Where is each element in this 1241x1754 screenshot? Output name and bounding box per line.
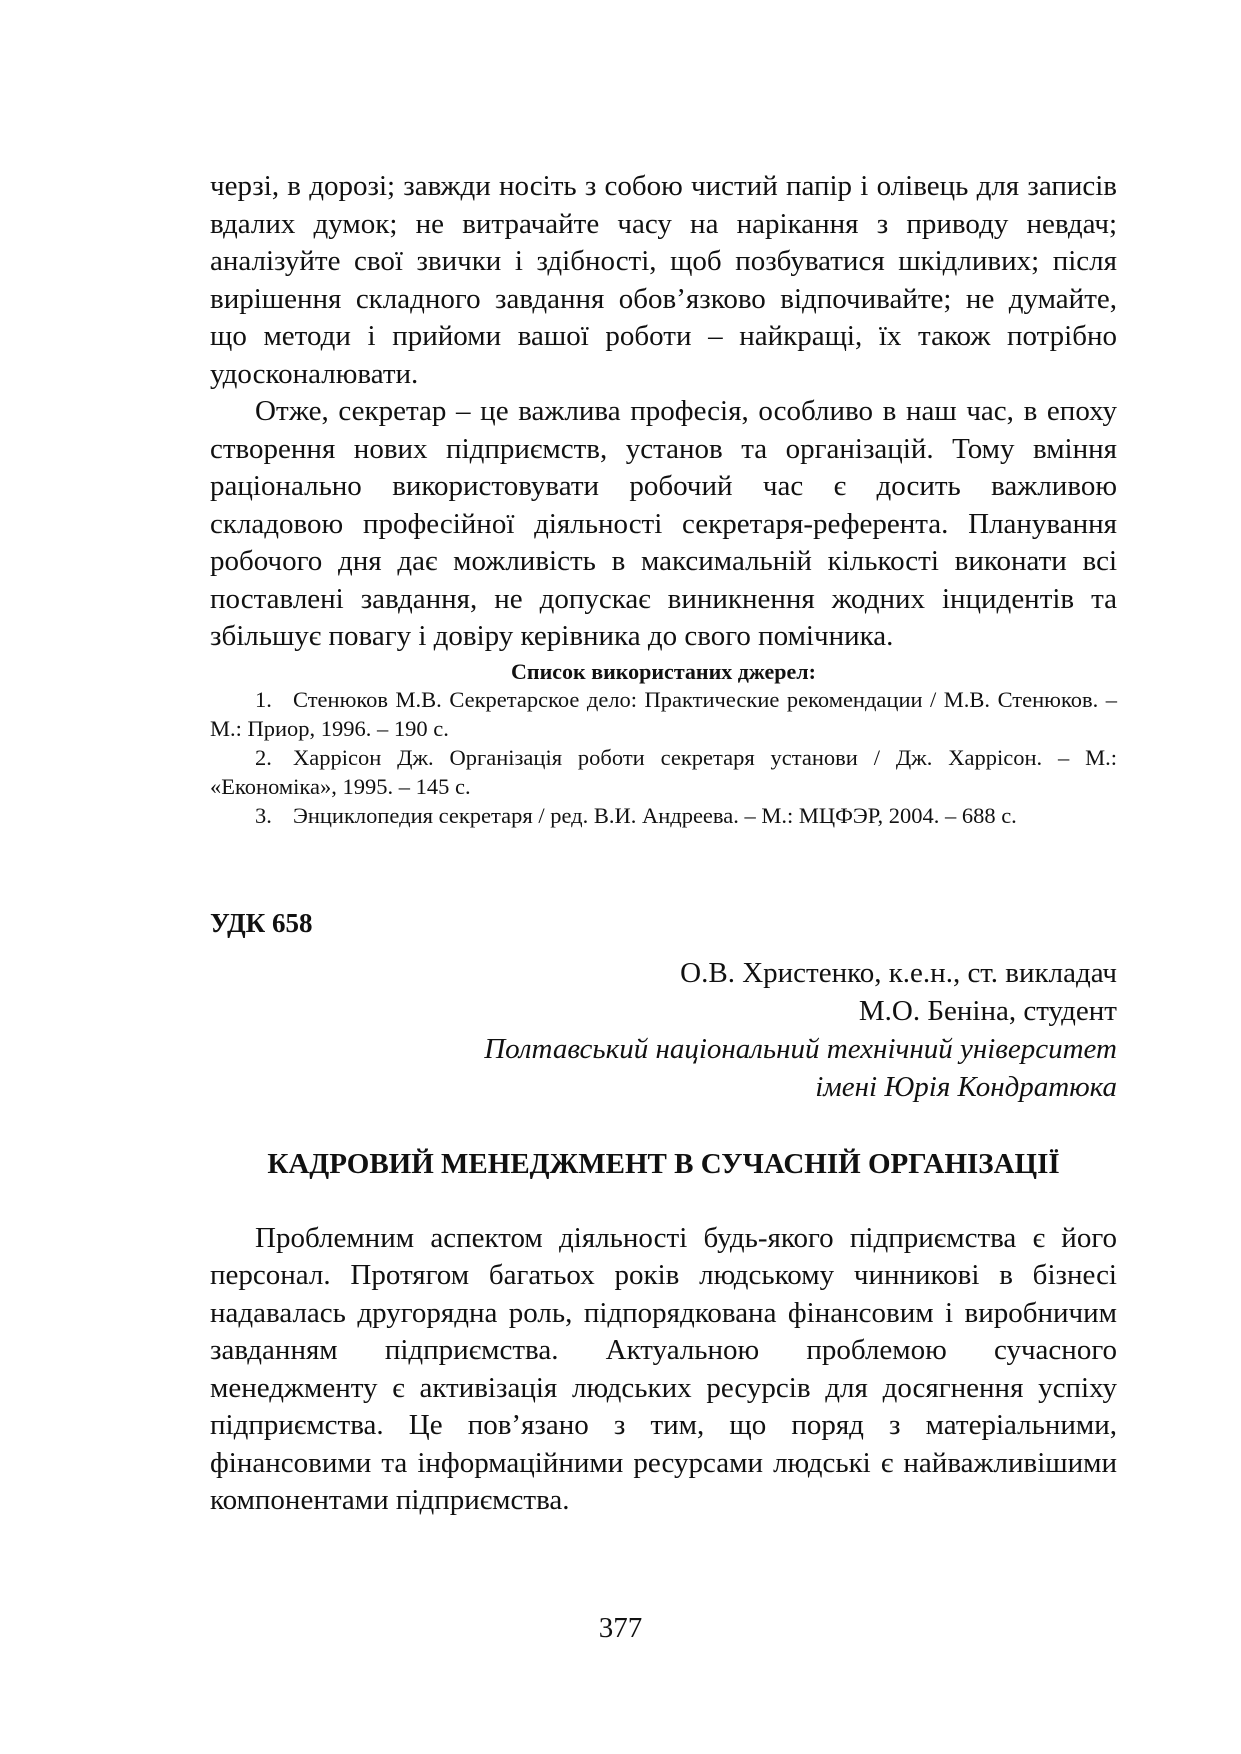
reference-number: 3. — [255, 802, 272, 828]
reference-text: Харрісон Дж. Організація роботи секретаря установи / Дж. Харрісон. – М.: «Економіка», 1995. – 145 с. — [210, 744, 1117, 799]
article-paragraph: Проблемним аспектом діяльності будь-якого підприємства є його персонал. Протягом багатьох років людському чинникові в бізнесі надавалась другорядна роль, підпорядкована фінансовим і виробничим завданням підприємства. Актуальною проблемою сучасного менеджменту є активізація людських ресурсів для досягнення успіху підприємства. Це пов’язано з тим, що поряд з матеріальними, фінансовими та інформаційними ресурсами людські є найважливішими компонентами підприємства. — [210, 1221, 1117, 1516]
affiliation-line-2: імені Юрія Кондратюка — [815, 1070, 1117, 1103]
affiliation-line-1: Полтавський національний технічний університет — [484, 1032, 1117, 1065]
reference-text: Стенюков М.В. Секретарское дело: Практические рекомендации / М.В. Стенюков. – М.: Приор, 1996. – 190 с. — [210, 686, 1117, 741]
author-2: М.О. Беніна, студент — [858, 994, 1117, 1027]
paragraph-conclusion: Отже, секретар – це важлива професія, особливо в наш час, в епоху створення нових підприємств, установ та організацій. Тому вміння раціонально використовувати робочий час є досить важливою складовою професійної діяльності секретаря-референта. Планування робочого дня дає можливість в максимальній кількості виконати всі поставлені завдання, не допускає виникнення жодних інцидентів та збільшує повагу і довіру керівника до свого помічника. — [210, 395, 1117, 652]
paragraph-continuation: черзі, в дорозі; завжди носіть з собою чистий папір і олівець для записів вдалих думок; не витрачайте часу на нарікання з приводу невдач; аналізуйте свої звички і здібності, щоб позбуватися шкідливих; після вирішення складного завдання обов’язково відпочивайте; не думайте, що методи і прийоми вашої роботи – найкращі, їх також потрібно удосконалювати. — [210, 170, 1117, 390]
author-1: О.В. Христенко, к.е.н., ст. викладач — [680, 956, 1117, 989]
reference-text: Энциклопедия секретаря / ред. В.И. Андреева. – М.: МЦФЭР, 2004. – 688 с. — [293, 802, 1017, 828]
reference-item — [210, 685, 1117, 743]
reference-item — [210, 743, 1117, 801]
reference-item — [210, 801, 1117, 830]
page-content — [210, 168, 1117, 1520]
references-heading: Список використаних джерел: — [511, 658, 816, 684]
udk-code: УДК 658 — [210, 907, 313, 938]
article-title: КАДРОВИЙ МЕНЕДЖМЕНТ В СУЧАСНІЙ ОРГАНІЗАЦІЇ — [267, 1147, 1060, 1180]
reference-number: 1. — [255, 686, 272, 712]
page-number: 377 — [598, 1612, 643, 1644]
reference-number: 2. — [255, 744, 272, 770]
authors-block — [210, 954, 1117, 1106]
